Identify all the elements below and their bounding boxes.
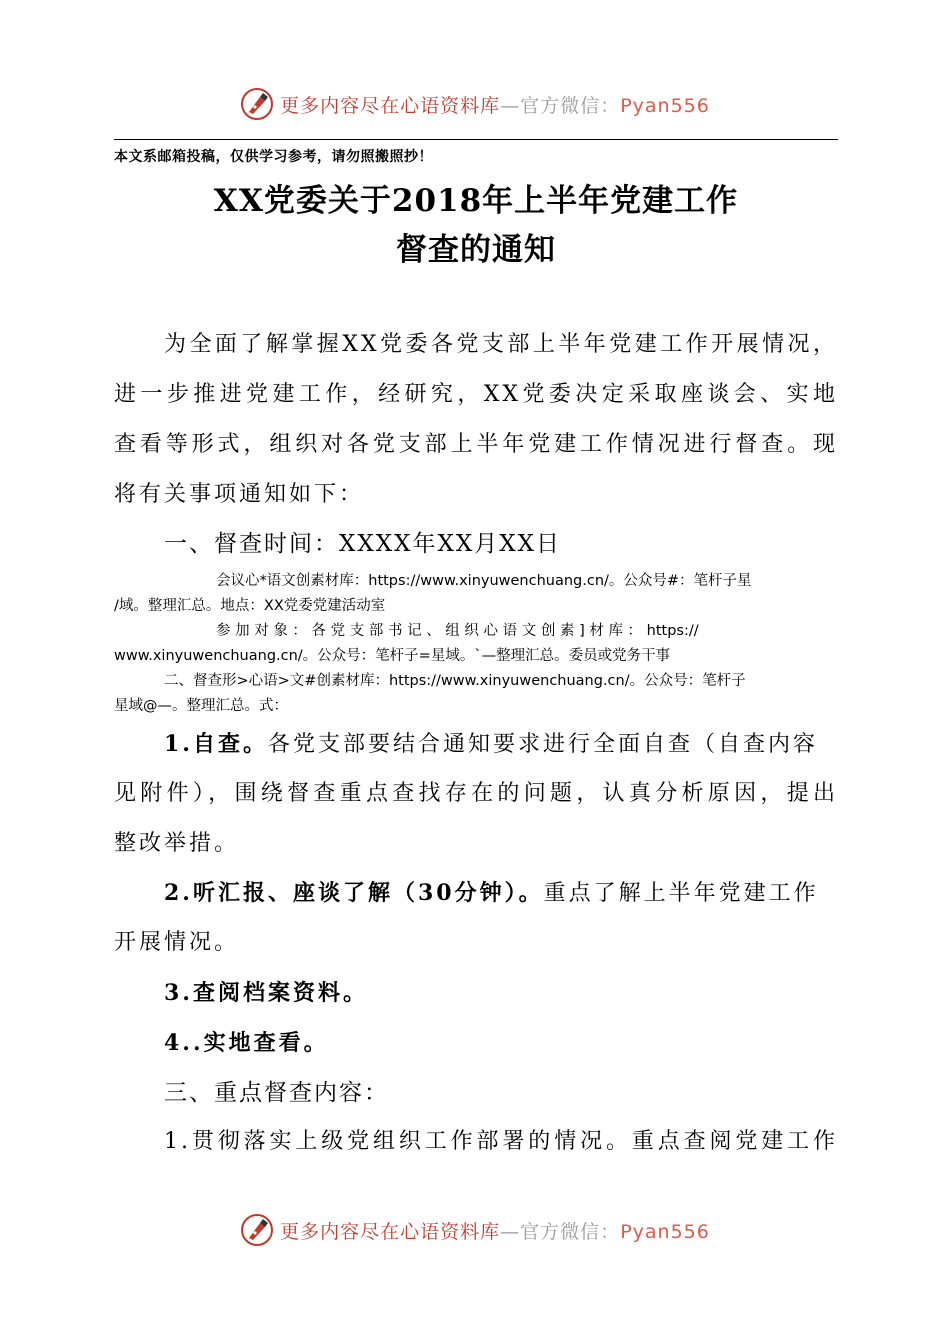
banner-dash: —官方微信： [500,1220,621,1243]
footer-banner [0,1210,950,1250]
paragraph-line: 1.贯彻落实上级党组织工作部署的情况。重点查阅党建工作 [164,1129,838,1154]
banner-text [280,91,710,118]
watermark-line: /域。整理汇总。地点：XX党委党建活动室 [114,598,386,614]
document-title-line-1: XX党委关于2018年上半年党建工作 [213,183,739,219]
paragraph-line: 为全面了解掌握XX党委各党支部上半年党建工作开展情况， [164,332,838,357]
list-item-inspection: 4..实地查看。 [164,1030,329,1056]
watermark-line: 会议心*语文创素材库：https://www.xinyuwenchuang.cn/。公众号#：笔杆子星 [216,573,752,589]
section-heading-content: 三、重点督查内容： [164,1080,389,1106]
banner-main: 更多内容尽在心语资料库 [280,1220,501,1243]
paragraph-line: 查看等形式，组织对各党支部上半年党建工作情况进行督查。现 [114,432,838,457]
paragraph-line: 整改举措。 [114,831,240,856]
list-item-self-check [114,719,838,769]
banner-wechat: Pyan556 [620,94,710,117]
paragraph-line: 进一步推进党建工作，经研究，XX党委决定采取座谈会、实地 [114,382,838,407]
banner-text [280,1217,710,1244]
watermark-line: 二、督查形>心语>文#创素材库：https://www.xinyuwenchuang.cn/。公众号：笔杆子 [164,673,746,689]
document-title-line-2: 督查的通知 [396,232,556,268]
watermark-line: 参 加 对 象 ： 各 党 支 部 书 记 、 组 织 心 语 文 创 素 ] 材 库 ： https:// [216,623,699,639]
paragraph-line: 开展情况。 [114,930,240,955]
watermark-line: www.xinyuwenchuang.cn/。公众号：笔杆子=星域。`—整理汇总。委员或党务干事 [114,648,671,664]
banner-wechat: Pyan556 [620,1220,710,1243]
list-item-text: 重点了解上半年党建工作 [543,881,819,906]
list-item-archives: 3.查阅档案资料。 [164,980,368,1006]
list-item-text: 各党支部要结合通知要求进行全面自查（自查内容 [267,732,818,757]
header-rule [114,139,838,140]
banner-dash: —官方微信： [500,94,621,117]
disclaimer: 本文系邮箱投稿，仅供学习参考，请勿照搬照抄！ [114,149,433,165]
pen-nib-icon [240,1213,274,1247]
list-item-lead: 1.自查。 [164,731,268,757]
watermark-line: 星域@—。整理汇总。式： [114,698,288,714]
pen-nib-icon [240,87,274,121]
list-item-lead: 2.听汇报、座谈了解（30分钟）。 [164,880,544,906]
list-item-report [114,868,838,918]
paragraph-line: 见附件），围绕督查重点查找存在的问题，认真分析原因，提出 [114,781,838,806]
header-banner [0,84,950,124]
banner-main: 更多内容尽在心语资料库 [280,94,501,117]
section-heading-time: 一、督查时间：XXXX年XX月XX日 [164,531,561,557]
paragraph-line: 将有关事项通知如下： [114,482,365,507]
